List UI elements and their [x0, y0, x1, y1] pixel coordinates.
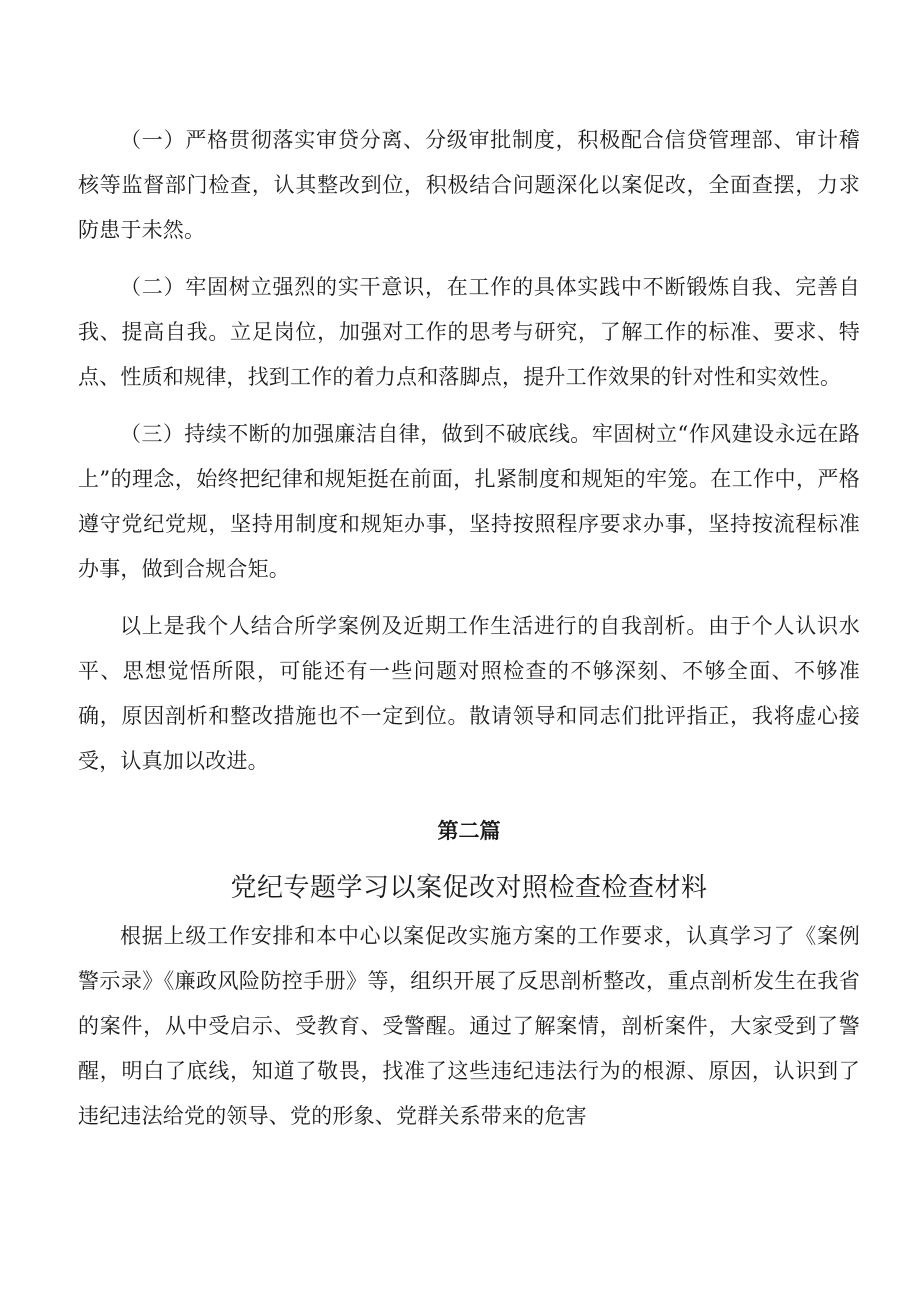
- section-title: 党纪专题学习以案促改对照检查检查材料: [230, 873, 708, 903]
- paragraph-measure-3: （三）持续不断的加强廉洁自律，做到不破底线。牢固树立“作风建设永远在路上”的理念，始终把纪律和规矩挺在前面，扎紧制度和规矩的牢笼。在工作中，严格遵守党纪党规，坚持用制度和规矩办事，坚持按照程序要求办事，坚持按流程标准办事，做到合规合矩。: [78, 422, 860, 581]
- paragraph-measure-2: （二）牢固树立强烈的实干意识，在工作的具体实践中不断锻炼自我、完善自我、提高自我。立足岗位，加强对工作的思考与研究，了解工作的标准、要求、特点、性质和规律，找到工作的着力点和落脚点，提升工作效果的针对性和实效性。: [78, 275, 860, 389]
- paragraph-conclusion: 以上是我个人结合所学案例及近期工作生活进行的自我剖析。由于个人认识水平、思想觉悟所限，可能还有一些问题对照检查的不够深刻、不够全面、不够准确，原因剖析和整改措施也不一定到位。散请领导和同志们批评指正，我将虚心接受，认真加以改进。: [78, 614, 860, 773]
- document-page: [78, 118, 860, 1139]
- paragraph-intro: 根据上级工作安排和本中心以案促改实施方案的工作要求，认真学习了《案例警示录》《廉政风险防控手册》等，组织开展了反思剖析整改，重点剖析发生在我省的案件，从中受启示、受教育、受警醒。通过了解案情，剖析案件，大家受到了警醒，明白了底线，知道了敬畏，找准了这些违纪违法行为的根源、原因，认识到了违纪违法给党的领导、党的形象、党群关系带来的危害: [78, 924, 860, 1128]
- section-label: 第二篇: [437, 819, 501, 843]
- paragraph-measure-1: （一）严格贯彻落实审贷分离、分级审批制度，积极配合信贷管理部、审计稽核等监督部门检查，认其整改到位，积极结合问题深化以案促改，全面查摆，力求防患于未然。: [78, 128, 860, 242]
